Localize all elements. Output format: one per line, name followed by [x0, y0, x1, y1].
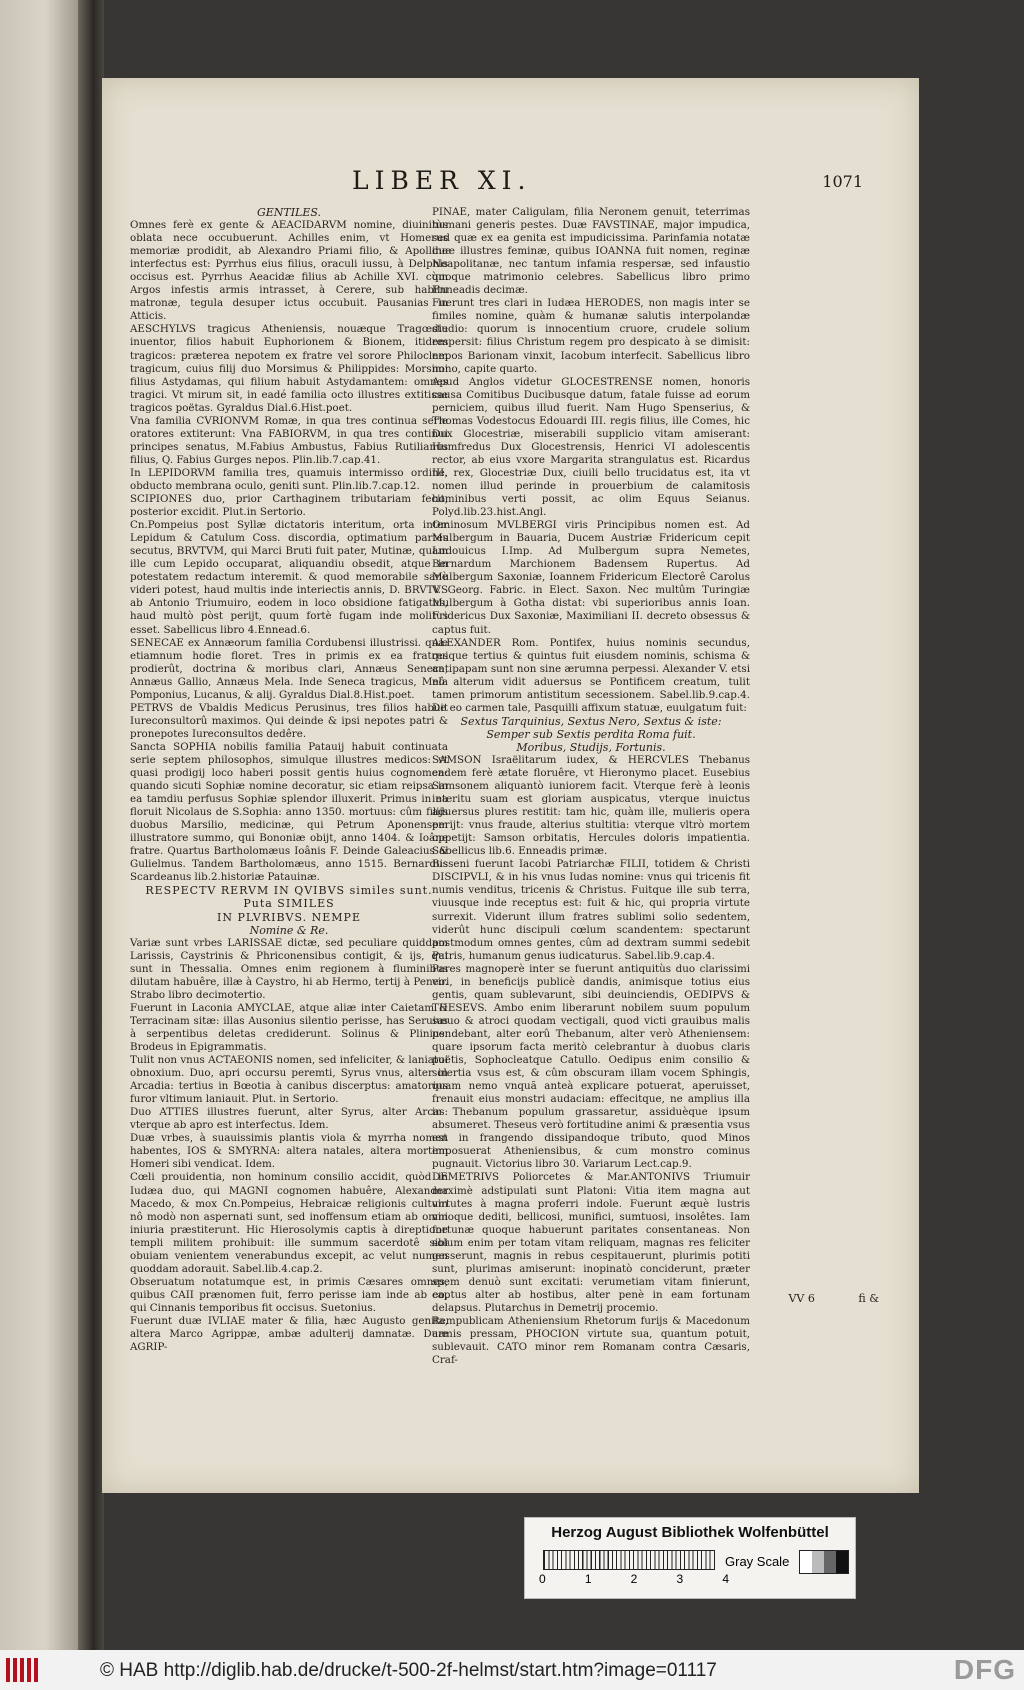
- paragraph: Obseruatum notatumque est, in primis Cæsares omnes, quibus CAII prænomen fuit, ferro perisse iam inde ab eo, qui Cinnanis temporibus fit occisus. Suetonius.: [130, 1275, 448, 1314]
- signature-mark: VV 6: [788, 1292, 815, 1305]
- paragraph: Fuerunt tres clari in Iudæa HERODES, non magis inter se fimiles nomine, quàm & humanæ salutis interpolandæ studio: quorum is innocentium cruore, crudele solium respersit: filius Christum regem pro despicato à se dimisit: nepos Barionam vinxit, Iacobum interfecit. Sabellicus libro nono, capite quarto.: [432, 297, 750, 375]
- section-heading: RESPECTV RERVM IN QVIBVS similes sunt. Puta SIMILES: [145, 884, 433, 911]
- verse-line: Sextus Tarquinius, Sextus Nero, Sextus & iste:: [460, 714, 722, 728]
- paragraph: Tulit non vnus ACTAEONIS nomen, sed infeliciter, & laniatui obnoxium. Duo, apri occursu peremti, Syrus vnus, alter in Arcadia: tertius in Bœotia à canibus discerptus: amatorius furor vltimum laniauit. Plut. in Sertorio.: [130, 1054, 448, 1106]
- running-head: LIBER XI.: [352, 166, 532, 195]
- paragraph: DEMETRIVS Poliorcetes & Mar.ANTONIVS Triumuir maximè adstipulati sunt Platoni: Vitia item magna aut virtutes à magna proferri indole. Fuerunt æquè lustris vinoque dediti, bellicosi, munifici, sumtuosi, insolêtes. Iam fortunæ quoque habuerunt paritates consentaneas. Non solum enim per totam vitam reliquam, magnas res feliciter gesserunt, magnis in rebus cespitauerunt, plurimis potiti sunt, plurimas amiserunt: inopinatò conciderunt, præter spem denuò sunt excitati: verumetiam vitam finierunt, captus alter ab hostibus, alter penè in eam fortunam delapsus. Plutarchus in Demetrij procemio.: [432, 1171, 750, 1314]
- gray-scale-label: Gray Scale: [725, 1554, 790, 1569]
- paragraph: Duæ vrbes, à suauissimis plantis viola & myrrha nomen habentes, IOS & SMYRNA: altera natales, altera mortem Homeri sibi vendicat. Idem.: [130, 1132, 448, 1171]
- paragraph: Pares magnoperè inter se fuerunt antiquitùs duo clarissimi viri, in beneficijs publicè dandis, animisque totius eius gentis, quam sublevarunt, sibi deuinciendis, OEDIPVS & THESEVS. Ambo enim liberarunt nobilem suum populum sæuo & atroci quodam vectigali, quod victi grauibus malis pendebant, alter eorû Thebanum, alter verò Atheniensem: quare ipsorum facta meritò celebrantur à duobus claris poëtis, Sophocleatque Catullo. Oedipus enim consilio & solertia vsus est, & cûm obscuram illam vocem Sphingis, quam nemo vnquã anteà explicare potuerat, aperuisset, frenauit eius monstri audaciam: effecitque, ne amplius illa in Thebanum populum grassaretur, assiduèque ipsum absumeret. Theseus verò fortitudine animi & præsentia vsus est in frangendo dissipandoque tributo, quod Minos imposuerat Atheniensibus, & cum monstro cominus pugnauit. Victorius libro 30. Variarum Lect.cap.9.: [432, 962, 750, 1171]
- library-name: Herzog August Bibliothek Wolfenbüttel: [551, 1524, 829, 1541]
- paragraph: Cn.Pompeius post Syllæ dictatoris interitum, orta inter Lepidum & Catulum Coss. discordia, optimatium partes secutus, BRVTVM, qui Marci Bruti fuit pater, Mutinæ, quam ille cum Lepido occuparat, aliquandiu obsedit, atque in potestatem redactum interemit. & quod memorabile sanè videri potest, haud multis inde interiectis annis, D. BRVTVS ab Antonio Triumuiro, eodem in loco obsidione fatigatus, haud multò pòst perijt, quum fortè fugam inde molitus esset. Sabellicus libro 4.Ennead.6.: [130, 519, 448, 636]
- scale-number: 3: [676, 1572, 684, 1586]
- paragraph: Vna familia CVRIONVM Romæ, in qua tres continua serie oratores extiterunt: Vna FABIORVM, in qua tres continui principes senatus, M.Fabius Ambustus, Fabius Rutilianus filius, Q. Fabius Gurges nepos. Plin.lib.7.cap.41.: [130, 414, 448, 466]
- paragraph: Bisseni fuerunt Iacobi Patriarchæ FILII, totidem & Christi DISCIPVLI, & in his vnus Iudas nomine: vnus qui tricenis fit numis venditus, tricenis & Christus. Fuitque ille sub terra, viuusque inde receptus est: fuit & hic, qui propria virtute surrexit. Viderunt illum fratres sublimi solio sedentem, viderût hunc discipuli cœlum scandentem: spectarunt postmodum omnes gentes, cûm ad dextram summi sedebit Patris, humanum genus iudicaturus. Sabel.lib.9.cap.4.: [432, 858, 750, 962]
- paragraph: Fuerunt duæ IVLIAE mater & filia, hæc Augusto genita, altera Marco Agrippæ, ambæ adulterij damnatæ. Duæ AGRIP-: [130, 1314, 448, 1354]
- viewer-footer: [0, 1650, 1024, 1690]
- verse-line: Semper sub Sextis perdita Roma fuit.: [486, 727, 696, 741]
- scale-number: 2: [630, 1572, 638, 1586]
- paragraph: Variæ sunt vrbes LARISSAE dictæ, sed peculiare quiddam Larissis, Caystrinis & Phriconensibus contigit, & ijs, qui sunt in Thessalia. Omnes enim regionem à fluminibus dilutam habuêre, illæ à Caystro, hi ab Hermo, tertij à Peneo. Strabo libro decimotertio.: [130, 936, 448, 1001]
- scale-number: 4: [722, 1572, 729, 1586]
- gray-scale-swatch: [799, 1550, 849, 1574]
- paragraph: Rempublicam Atheniensium Rhetorum furijs & Macedonum armis pressam, PHOCION virtute sua, quantum potuit, sublevauit. CATO minor rem Romanam contra Cæsaris, Craf-: [432, 1314, 750, 1367]
- library-color-chart: [524, 1517, 856, 1599]
- paragraph: SCIPIONES duo, prior Carthaginem tributariam fecit, posterior excidit. Plut.in Sertorio.: [130, 493, 448, 519]
- book-gutter: [78, 0, 104, 1650]
- catchword-line: [748, 1292, 879, 1305]
- paragraph: Ominosum MVLBERGI viris Principibus nomen est. Ad Mulbergum in Bauaria, Ducem Austriæ Fridericum cepit Ludouicus I.Imp. Ad Mulbergum supra Nemetes, Bernardum Marchionem Badensem Rupertus. Ad Mulbergum Saxoniæ, Ioannem Fridericum Electorê Carolus V. Georg. Fabric. in Elect. Saxon. Nec multûm Turingiæ Mulbergum à Gotha distat: vbi superioribus annis Ioan. Fridericus Dux Saxoniæ, Maximiliani II. decreto obsessus & captus fuit.: [432, 519, 750, 636]
- dfg-logo: DFG: [953, 1654, 1016, 1685]
- paragraph: PETRVS de Vbaldis Medicus Perusinus, tres filios habuit Iureconsultorû maximos. Qui deinde & ipsi nepotes patri & pronepotes Iureconsultos dedêre.: [130, 701, 448, 740]
- left-text-column: [130, 206, 448, 1354]
- catchword: fi &: [858, 1292, 879, 1305]
- hab-logo-icon: [6, 1658, 44, 1682]
- paragraph: SENECAE ex Annæorum familia Cordubensi illustrissi. quæ etiamnum hodie floret. Tres in primis ex ea fratres prodierût, doctrina & moribus clari, Annæus Seneca, Annæus Gallio, Annæus Mela. Inde Seneca tragicus, Mela Pomponius, Lucanus, & alij. Gyraldus Dial.8.Hist.poet.: [130, 636, 448, 701]
- scale-number: 0: [539, 1572, 546, 1586]
- right-text-column: [432, 206, 750, 1367]
- page-number: 1071: [822, 172, 863, 191]
- paragraph: Omnes ferè ex gente & AEACIDARVM nomine, diuinitùs oblata nece occubuerunt. Achilles enim, vt Homerus memoriæ prodidit, ab Alexandro Priami filio, & Apolline interfectus est: Pyrrhus eius filius, oraculi iussu, à Delphis occisus est. Pyrrhus Aeacidæ filius ab Achille XVI. cùm Argos infestis armis intrasset, à Cerere, sub habitu matronæ, tegula desuper ictus occubuit. Pausanias in Atticis.: [130, 219, 448, 323]
- paragraph: Apud Anglos videtur GLOCESTRENSE nomen, honoris causa Comitibus Ducibusque datum, fatale fuisse ad eorum perniciem, quibus illud fuerit. Nam Hugo Spenserius, & Thomas Vodestocus Edouardi III. regis filius, ille Comes, hic Dux Glocestriæ, miserabili supplicio vitam amiserant: Humfredus Dux Glocestrensis, Henrici VI adolescentis rector, ab eius vxore Margarita strangulatus est. Ricardus III. rex, Glocestriæ Dux, ciuili bello trucidatus est, ita vt nomen illud perinde in prouerbium de calamitosis hominibus verti possit, ac olim Equus Seianus. Polyd.lib.23.hist.Angl.: [432, 375, 750, 519]
- paragraph: In LEPIDORVM familia tres, quamuis intermisso ordine, obducto membrana oculo, geniti sunt. Plin.lib.7.cap.12.: [130, 466, 448, 492]
- scale-ruler: [543, 1550, 715, 1570]
- facing-page-edge: [0, 0, 90, 1650]
- paragraph: ALEXANDER Rom. Pontifex, huius nominis secundus, quique tertius & quintus fuit eiusdem nominis, schisma & antipapam sunt non sine ærumna perpessi. Alexander V. etsi nô alterum vidit aduersus se Pontificem creatum, tulit tamen primorum antistitum secessionem. Sabel.lib.9.cap.4. De eo carmen tale, Pasquilli affixum statuæ, euulgatum fuit:: [432, 636, 750, 714]
- section-heading: GENTILES.: [256, 206, 322, 219]
- section-heading: IN PLVRIBVS. NEMPE: [217, 910, 361, 924]
- paragraph: Duo ATTIES illustres fuerunt, alter Syrus, alter Arcas: vterque ab apro est interfectus. Idem.: [130, 1106, 448, 1132]
- scale-numbers: [539, 1572, 729, 1586]
- section-heading: Moribus, Studijs, Fortunis.: [516, 740, 666, 754]
- paragraph: Fuerunt in Laconia AMYCLAE, atque aliæ inter Caietam & Terracinam sitæ: illas Ausonius silentio perisse, has Seruius à serpentibus deletas crediderunt. Solinus & Plinius. Brodeus in Epigrammatis.: [130, 1001, 448, 1053]
- facing-page-fragment: [4, 40, 28, 120]
- paragraph: AESCHYLVS tragicus Atheniensis, nouæque Tragœdie inuentor, filios habuit Euphorionem & Bionem, itidem tragicos: præterea nepotem ex fratre vel sorore Philoclem tragicum, cuius filij duo Morsimus & Philippides: Morsimi filius Astydamas, qui filium habuit Astydamantem: omnes tragici. Vt mirum sit, in eadé familia octo illustres extitisse tragicos poëtas. Gyraldus Dial.6.Hist.poet.: [130, 323, 448, 414]
- paragraph: SAMSON Israëlitarum iudex, & HERCVLES Thebanus eadem ferè ætate floruêre, vt Hieronymo placet. Eusebius Samsonem aliquantò iuniorem facit. Vterque ferè à leonis interitu suam est gloriam auspicatus, vterque inuictus aduersus plures restitit: tam hic, quàm ille, mulieris opera perijt: vnus fraude, alterius stultitia: vterque vltrò mortem oppetijt: Samson orbitatis, Hercules doloris impatientia. Sabellicus lib.6. Enneadis primæ.: [432, 753, 750, 858]
- copyright-link[interactable]: © HAB http://diglib.hab.de/drucke/t-500-2f-helmst/start.htm?image=01117: [100, 1660, 717, 1681]
- paragraph: PINAE, mater Caligulam, filia Neronem genuit, teterrimas humani generis pestes. Duæ FAVSTINAE, major impudica, sed quæ ex ea genita est impudicissima. Parinfamia notatæ duæ illustres feminæ, quibus IOANNA fuit nomen, reginæ Neapolitanæ, nec tantum infamia respersæ, sed infaustio quoque matrimonio celebres. Sabellicus libro primo Enneadis decimæ.: [432, 206, 750, 297]
- scale-number: 1: [584, 1572, 592, 1586]
- section-heading: Nomine & Re.: [249, 923, 329, 937]
- book-page: [102, 78, 919, 1493]
- paragraph: Sancta SOPHIA nobilis familia Patauij habuit continuata serie septem philosophos, simulque illustres medicos: vt quasi prodigij loco haberi possit gentis huius cognomen: quando sicuti Sophiæ nomine decoratur, sic etiam reipsa in ea tamdiu perfusus Sophiæ splendor illuxerit. Primus in ea floruit Nicolaus de S.Sophia: anno 1350. mortuus: cûm filijs duobus Marsilio, medicinæ, qui Petrum Aponensem illustratore summo, qui Bononiæ obijt, anno 1404. & Ioâne fratre. Quartus Bartholomæus Ioânis F. Deinde Galeacius & Gulielmus. Tandem Bartholomæus, anno 1515. Bernardus Scardeanus lib.2.historiæ Patauinæ.: [130, 740, 448, 884]
- paragraph: Cœli prouidentia, non hominum consilio accidit, quòd in Iudæa duo, qui MAGNI cognomen habuêre, Alexander Macedo, & mox Cn.Pompeius, Hebraicæ religionis cultum nô modò non aspernati sunt, sed inoffensum etiam ab omni iniuria præstiterunt. Hic Hierosolymis captis à direptione templi militem prohibuit: ille summum sacerdotê sibi obuiam venientem venerabundus excepit, ac velut numen quoddam adorauit. Sabel.lib.4.cap.2.: [130, 1171, 448, 1275]
